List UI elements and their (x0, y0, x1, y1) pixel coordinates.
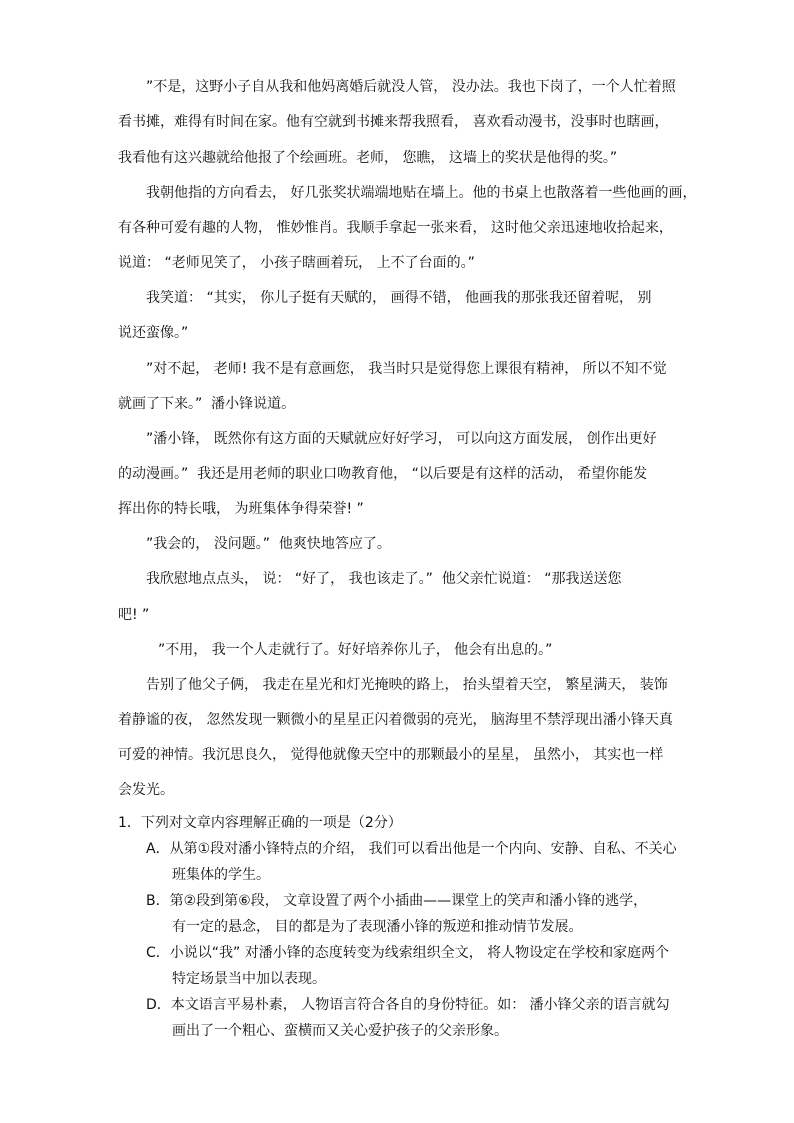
story-line: ”不是，这野小子自从我和他妈离婚后就没人管， 没办法。我也下岗了，一个人忙着照 (146, 79, 676, 95)
story-line: ”不用， 我一个人走就行了。好好培养你儿子， 他会有出息的。” (158, 642, 553, 658)
story-line: ”对不起， 老师! 我不是有意画您， 我当时只是觉得您上课很有精神， 所以不知不觉 (146, 361, 667, 377)
story-line: 会发光。 (118, 782, 174, 798)
option-d-line2: 画出了一个粗心、蛮横而又关心爱护孩子的父亲形象。 (172, 1023, 508, 1039)
story-line: ”我会的， 没问题。” 他爽快地答应了。 (146, 536, 391, 552)
story-line: 就画了下来。” 潘小锋说道。 (118, 396, 296, 412)
story-line: 我笑道： “其实， 你儿子挺有天赋的， 画得不错， 他画我的那张我还留着呢， 别 (146, 290, 652, 306)
story-line: 我看他有这兴趣就给他报了个绘画班。老师， 您瞧， 这墙上的奖状是他得的奖。” (118, 150, 618, 166)
story-line: 吧! ” (118, 607, 150, 623)
story-line: 告别了他父子俩， 我走在星光和灯光掩映的路上， 抬头望着天空， 繁星满天， 装饰 (146, 677, 668, 693)
story-line: 说道： “老师见笑了， 小孩子瞎画着玩， 上不了台面的。” (118, 255, 475, 271)
story-line: 的动漫画。” 我还是用老师的职业口吻教育他， “以后要是有这样的活动， 希望你能发 (118, 466, 648, 482)
option-c-line2: 特定场景当中加以表现。 (172, 971, 326, 987)
story-line: 说还蛮像。” (118, 325, 189, 341)
option-b-line2: 有一定的悬念， 目的都是为了表现潘小锋的叛逆和推动情节发展。 (172, 919, 583, 935)
option-a-line2: 班集体的学生。 (172, 867, 270, 883)
story-line: 着静谧的夜， 忽然发现一颗微小的星星正闪着微弱的亮光， 脑海里不禁浮现出潘小锋天真 (118, 712, 673, 728)
option-a-line1: A．从第①段对潘小锋特点的介绍， 我们可以看出他是一个内向、安静、自私、不关心 (146, 841, 677, 857)
story-line: 看书摊，难得有时间在家。他有空就到书摊来帮我照看， 喜欢看动漫书，没事时也瞎画， (118, 114, 669, 130)
story-line: 我朝他指的方向看去， 好几张奖状端端地贴在墙上。他的书桌上也散落着一些他画的画， (146, 185, 697, 201)
story-line: 可爱的神情。我沉思良久， 觉得他就像天空中的那颗最小的星星， 虽然小， 其实也一样 (118, 747, 664, 763)
story-line: 我欣慰地点点头， 说： “好了， 我也该走了。” 他父亲忙说道： “那我送送您 (146, 571, 622, 587)
story-line: 挥出你的特长哦， 为班集体争得荣誉! ” (118, 501, 364, 517)
option-d-line1: D．本文语言平易朴素， 人物语言符合各自的身份特征。如： 潘小锋父亲的语言就勾 (146, 997, 670, 1013)
question-stem: 1．下列对文章内容理解正确的一项是（2分） (118, 815, 402, 831)
option-b-line1: B．第②段到第⑥段， 文章设置了两个小插曲——课堂上的笑声和潘小锋的逃学， (146, 893, 648, 909)
story-line: 有各种可爱有趣的人物， 惟妙惟肖。我顺手拿起一张来看， 这时他父亲迅速地收拾起来， (118, 220, 673, 236)
story-line: ”潘小锋， 既然你有这方面的天赋就应好好学习， 可以向这方面发展， 创作出更好 (146, 431, 657, 447)
option-c-line1: C．小说以“我” 对潘小锋的态度转变为线索组织全文， 将人物设定在学校和家庭两个 (146, 945, 670, 961)
